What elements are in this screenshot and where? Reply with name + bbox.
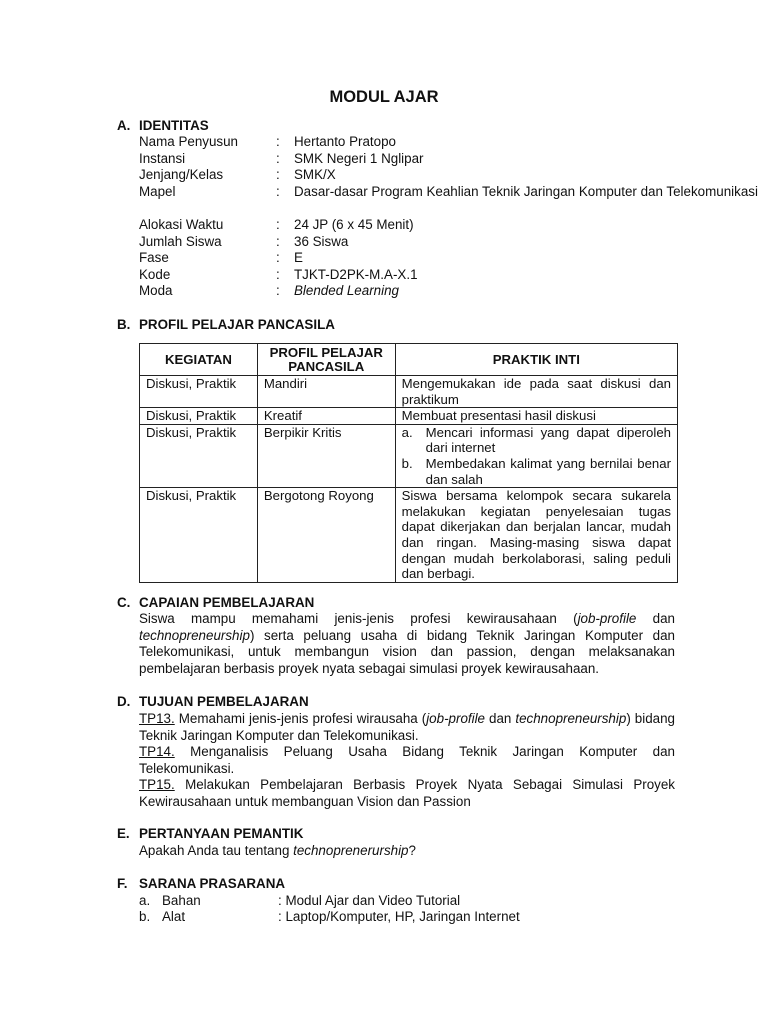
cell-profil: Berpikir Kritis: [257, 424, 395, 487]
text-run: ?: [408, 843, 416, 858]
list-marker: a.: [139, 893, 151, 908]
section-profil-heading: [117, 317, 335, 332]
document-title: MODUL AJAR: [329, 88, 439, 106]
section-identitas-heading: [117, 118, 209, 133]
colon: :: [276, 167, 280, 182]
cell-praktik: Siswa bersama kelompok secara sukarela melakukan kegiatan penyelesaian tugas dapat dikerjakan dan berjalan lancar, mudah dan ringan. Masing-masing siswa dapat dengan mudah berkolaborasi, saling peduli dan berbagi.: [395, 488, 677, 583]
text-run-italic: technopreneurship: [139, 627, 250, 643]
identitas-label: Fase: [139, 250, 169, 265]
text-run: Siswa mampu memahami jenis-jenis profesi kewirausahaan (: [139, 611, 578, 626]
identitas-value: Hertanto Pratopo: [294, 134, 396, 149]
section-letter: C.: [117, 595, 131, 610]
cell-kegiatan: Diskusi, Praktik: [140, 376, 258, 408]
section-sarana-heading: [117, 876, 285, 891]
section-title: CAPAIAN PEMBELAJARAN: [139, 595, 315, 610]
header-praktik: PRAKTIK INTI: [395, 344, 677, 376]
colon: :: [276, 283, 280, 298]
colon: :: [276, 250, 280, 265]
text-run: Apakah Anda tau tentang: [139, 843, 294, 858]
sarana-name: Alat: [162, 909, 186, 924]
list-marker: a.: [401, 424, 413, 440]
text-run-italic: job-profile: [426, 711, 486, 726]
identitas-label: Kode: [139, 267, 171, 282]
tujuan-tp14: [139, 744, 675, 777]
identitas-label: Jenjang/Kelas: [139, 167, 224, 182]
table-row: [140, 408, 678, 425]
identitas-label: Alokasi Waktu: [139, 217, 224, 232]
cell-profil: Mandiri: [257, 376, 395, 408]
colon: :: [276, 134, 280, 149]
list-marker: b.: [401, 455, 413, 471]
identitas-label: Moda: [139, 283, 173, 298]
cell-kegiatan: Diskusi, Praktik: [140, 408, 258, 425]
identitas-value: SMK/X: [294, 167, 336, 182]
tujuan-tp15: [139, 777, 675, 810]
identitas-label: Mapel: [139, 184, 176, 199]
list-item: [402, 456, 671, 487]
section-pertanyaan-heading: [117, 826, 303, 841]
profil-table: [139, 343, 678, 583]
list-text: Mencari informasi yang dapat diperoleh dari internet: [425, 424, 671, 456]
header-profil: PROFIL PELAJAR PANCASILA: [257, 344, 395, 376]
text-run: dan: [636, 611, 675, 626]
section-title: SARANA PRASARANA: [139, 876, 286, 891]
sarana-value: : Modul Ajar dan Video Tutorial: [278, 893, 461, 908]
table-header-row: [140, 344, 678, 376]
section-title: IDENTITAS: [139, 118, 209, 133]
identitas-label: Jumlah Siswa: [139, 234, 222, 249]
cell-profil: Bergotong Royong: [257, 488, 395, 583]
table-row: [140, 488, 678, 583]
section-title: TUJUAN PEMBELAJARAN: [139, 694, 309, 709]
colon: :: [276, 267, 280, 282]
text-run-italic: technoprenerurship: [293, 843, 409, 858]
table-row: [140, 424, 678, 487]
list-marker: b.: [139, 909, 151, 924]
colon: :: [276, 217, 280, 232]
text-run: Menganalisis Peluang Usaha Bidang Teknik Jaringan Komputer dan Telekomunikasi.: [139, 744, 675, 776]
identitas-value: 36 Siswa: [294, 234, 349, 249]
capaian-paragraph: [139, 611, 675, 677]
section-title: PROFIL PELAJAR PANCASILA: [139, 317, 335, 332]
identitas-label: Nama Penyusun: [139, 134, 238, 149]
tujuan-tp13: [139, 711, 675, 744]
cell-praktik: Membuat presentasi hasil diskusi: [395, 408, 677, 425]
cell-praktik-list: [395, 424, 677, 487]
table-row: [140, 376, 678, 408]
colon: :: [276, 234, 280, 249]
section-letter: F.: [117, 876, 128, 891]
sarana-value: : Laptop/Komputer, HP, Jaringan Internet: [278, 909, 520, 924]
identitas-value: Dasar-dasar Program Keahlian Teknik Jaringan Komputer dan Telekomunikasi: [294, 184, 758, 199]
tp-code: TP14.: [139, 744, 175, 759]
colon: :: [276, 151, 280, 166]
sarana-name: Bahan: [162, 893, 201, 908]
tp-code: TP15.: [139, 777, 175, 792]
section-tujuan-heading: [117, 694, 309, 709]
identitas-value: 24 JP (6 x 45 Menit): [294, 217, 414, 232]
text-run-italic: job-profile: [577, 611, 637, 626]
cell-profil: Kreatif: [257, 408, 395, 425]
section-letter: B.: [117, 317, 131, 332]
text-run: ) bidang Teknik Jaringan Komputer dan Telekomunikasi.: [139, 711, 675, 743]
text-run: ) serta peluang usaha di bidang Teknik Jaringan Komputer dan Telekomunikasi, untuk membangun vision dan passion, dengan melaksanakan pembelajaran berbasis proyek nyata sebagai simulasi proyek kewirausahaan.: [139, 627, 675, 676]
identitas-value: Blended Learning: [294, 283, 399, 298]
identitas-value: TJKT-D2PK-M.A-X.1: [294, 267, 418, 282]
list-item: [402, 425, 671, 456]
tp-code: TP13.: [139, 711, 175, 726]
cell-kegiatan: Diskusi, Praktik: [140, 488, 258, 583]
cell-kegiatan: Diskusi, Praktik: [140, 424, 258, 487]
section-letter: A.: [117, 118, 131, 133]
text-run: dan: [485, 711, 516, 726]
section-title: PERTANYAAN PEMANTIK: [139, 826, 304, 841]
identitas-value: SMK Negeri 1 Nglipar: [294, 151, 424, 166]
section-letter: E.: [117, 826, 130, 841]
pertanyaan-text: [139, 843, 675, 860]
header-kegiatan: KEGIATAN: [140, 344, 258, 376]
text-run: Melakukan Pembelajaran Berbasis Proyek Nyata Sebagai Simulasi Proyek Kewirausahaan untuk membanguan Vision dan Passion: [139, 777, 675, 809]
identitas-label: Instansi: [139, 151, 186, 166]
identitas-value: E: [294, 250, 303, 265]
text-run-italic: technopreneurship: [515, 711, 627, 726]
section-letter: D.: [117, 694, 131, 709]
section-capaian-heading: [117, 595, 314, 610]
list-text: Membedakan kalimat yang bernilai benar dan salah: [425, 455, 671, 487]
colon: :: [276, 184, 280, 199]
text-run: Memahami jenis-jenis profesi wirausaha (: [174, 711, 427, 726]
cell-praktik: Mengemukakan ide pada saat diskusi dan praktikum: [395, 376, 677, 408]
